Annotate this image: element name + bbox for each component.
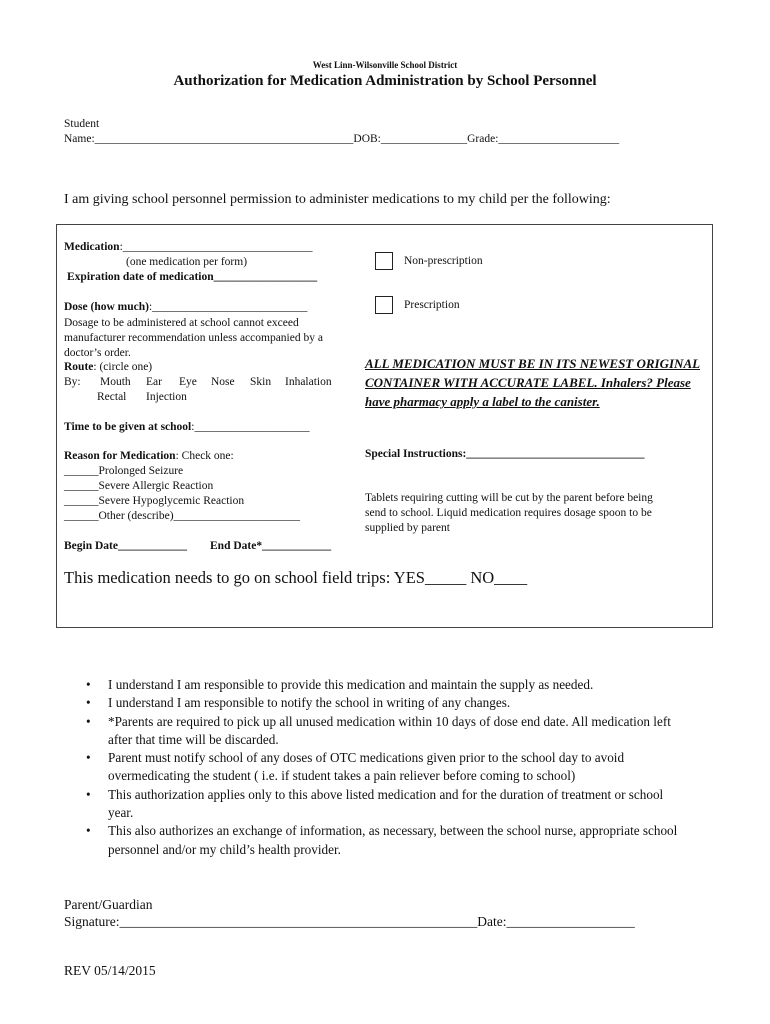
tablets-note-line: send to school. Liquid medication requires dosage spoon to be	[365, 507, 652, 519]
tablets-note-line: Tablets requiring cutting will be cut by the parent before being	[365, 492, 653, 504]
medication-field[interactable]	[64, 240, 313, 255]
list-item	[83, 822, 683, 859]
reason-label: Reason for Medication	[64, 450, 176, 462]
time-label: Time to be given at school	[64, 421, 192, 433]
district-name: West Linn-Wilsonville School District	[312, 60, 458, 70]
by-label: By:	[64, 376, 81, 388]
bullet-icon: •	[86, 750, 91, 766]
list-item	[83, 694, 683, 712]
list-item-text: I understand I am responsible to provide this medication and maintain the supply as needed.	[108, 677, 594, 692]
route-option-nose[interactable]: Nose	[211, 376, 235, 388]
dose-label: Dose (how much)	[64, 301, 149, 313]
list-item-text: *Parents are required to pick up all unused medication within 10 days of dose end date. All medication left after that time will be discarded.	[108, 713, 671, 747]
bullet-icon: •	[86, 713, 91, 729]
nonprescription-label: Non-prescription	[404, 255, 483, 267]
route-option-eye[interactable]: Eye	[179, 376, 197, 388]
list-item	[83, 786, 683, 823]
acknowledgement-list	[83, 676, 683, 859]
expiration-date-field[interactable]: Expiration date of medication__________________	[67, 271, 318, 283]
reason-option[interactable]: ______Prolonged Seizure	[64, 465, 184, 477]
bullet-icon: •	[86, 677, 91, 692]
parent-guardian-label: Parent/Guardian	[64, 897, 153, 912]
student-name-dob-grade-line[interactable]: Name:_____________________________________________DOB:_______________Grade:_____________________	[64, 133, 620, 145]
bullet-icon: •	[86, 695, 91, 711]
prescription-checkbox[interactable]	[375, 296, 393, 314]
dosage-note-line: Dosage to be administered at school cannot exceed	[64, 317, 299, 329]
dosage-note-line: doctor’s order.	[64, 347, 131, 359]
list-item-text: Parent must notify school of any doses of OTC medications given prior to the school day to avoid overmedicating the student ( i.e. if student takes a pain reliever before coming to school)	[108, 750, 625, 784]
route-heading	[64, 360, 152, 375]
dose-field[interactable]	[64, 300, 307, 315]
list-item-text: I understand I am responsible to notify the school in writing of any changes.	[108, 695, 511, 711]
one-per-form-note: (one medication per form)	[126, 256, 248, 268]
route-option-rectal[interactable]: Rectal	[97, 391, 127, 403]
dosage-note-line: manufacturer recommendation unless accompanied by a	[64, 332, 323, 344]
prescription-label: Prescription	[404, 299, 460, 311]
tablets-note-line: supplied by parent	[365, 522, 450, 534]
route-option-mouth[interactable]: Mouth	[100, 376, 131, 388]
begin-date-field[interactable]: Begin Date____________	[64, 540, 187, 552]
container-label-alert: ALL MEDICATION MUST BE IN ITS NEWEST ORIGINAL CONTAINER WITH ACCURATE LABEL. Inhalers? Please have pharmacy apply a label to the canister.	[365, 356, 701, 409]
special-instructions-field[interactable]: Special Instructions:_______________________________	[365, 448, 645, 460]
list-item	[83, 713, 683, 750]
bullet-icon: •	[86, 823, 91, 839]
form-title: Authorization for Medication Administration by School Personnel	[173, 73, 597, 89]
medication-blank: :_________________________________	[119, 241, 313, 253]
field-trips-question[interactable]: This medication needs to go on school field trips: YES_____ NO____	[64, 568, 528, 587]
list-item	[83, 676, 683, 694]
list-item-text: This also authorizes an exchange of information, as necessary, between the school nurse, appropriate school personnel and/or my child’s health provider.	[108, 823, 678, 857]
reason-heading	[64, 449, 234, 464]
time-field[interactable]	[64, 420, 309, 435]
list-item	[83, 749, 683, 786]
route-option-inhalation[interactable]: Inhalation	[285, 376, 332, 388]
bullet-icon: •	[86, 786, 91, 802]
time-blank: :____________________	[191, 421, 310, 433]
reason-hint: : Check one:	[175, 450, 234, 462]
revision-date: REV 05/14/2015	[64, 963, 156, 978]
route-option-skin[interactable]: Skin	[250, 376, 272, 388]
intro-statement: I am giving school personnel permission to administer medications to my child per the following:	[64, 192, 611, 207]
reason-option[interactable]: ______Severe Hypoglycemic Reaction	[64, 495, 245, 507]
route-option-injection[interactable]: Injection	[146, 391, 187, 403]
list-item-text: This authorization applies only to this above listed medication and for the duration of treatment or school year.	[108, 786, 664, 821]
medication-label: Medication	[64, 241, 120, 253]
signature-date-line[interactable]: Signature:_____________________________________________________Date:___________________	[64, 914, 635, 929]
student-label: Student	[64, 118, 100, 130]
route-hint: : (circle one)	[93, 361, 153, 373]
reason-option[interactable]: ______Severe Allergic Reaction	[64, 480, 214, 492]
dose-blank: :___________________________	[148, 301, 308, 313]
route-label: Route	[64, 361, 94, 373]
end-date-field[interactable]: End Date*____________	[210, 540, 332, 552]
nonprescription-checkbox[interactable]	[375, 252, 393, 270]
reason-option[interactable]: ______Other (describe)______________________	[64, 510, 301, 522]
route-option-ear[interactable]: Ear	[146, 376, 162, 388]
